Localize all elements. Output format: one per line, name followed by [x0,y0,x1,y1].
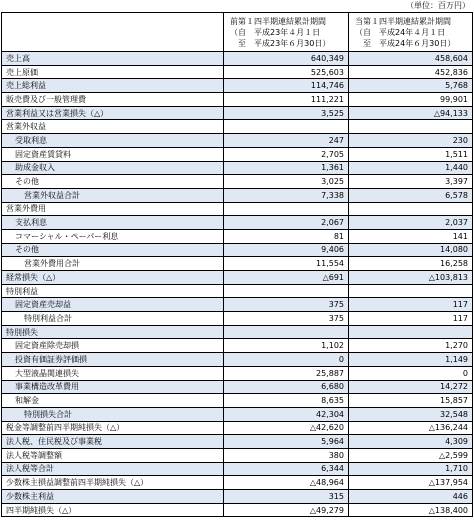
row-label: 特別利益合計 [2,312,224,326]
row-label: 法人税等調整額 [2,448,224,462]
curr-period-value: 0 [349,366,473,380]
prev-period-value: 25,887 [224,366,349,380]
row-label: 税金等調整前四半期純損失（△） [2,421,224,435]
curr-period-value: △2,599 [349,448,473,462]
prev-period-value: 1,102 [224,339,349,353]
table-row [2,325,473,339]
table-row [2,93,473,107]
row-label: 支払利息 [2,216,224,230]
curr-period-value: 1,270 [349,339,473,353]
curr-period-value: 6,578 [349,188,473,202]
prev-period-value: 3,525 [224,106,349,120]
prev-period-value [224,120,349,134]
prev-period-value: 1,361 [224,161,349,175]
curr-period-value: 141 [349,229,473,243]
table-row [2,79,473,93]
table-row [2,175,473,189]
prev-period-value: 6,344 [224,462,349,476]
prev-period-value: 2,705 [224,147,349,161]
row-label: 特別損失合計 [2,407,224,421]
row-label: 受取利息 [2,134,224,148]
row-label: 四半期純損失（△） [2,503,224,517]
curr-period-value: △137,954 [349,476,473,490]
prev-period-value: △42,620 [224,421,349,435]
prev-period-value: 6,680 [224,380,349,394]
row-label: 固定資産除売却損 [2,339,224,353]
prev-period-value: 7,338 [224,188,349,202]
prev-period-value: 3,025 [224,175,349,189]
row-label: 営業外費用 [2,202,224,216]
row-label: 少数株主利益 [2,490,224,504]
table-row [2,407,473,421]
curr-period-value: △103,813 [349,271,473,285]
curr-period-value: 117 [349,312,473,326]
prev-period-value [224,202,349,216]
curr-period-value: 1,440 [349,161,473,175]
table-row [2,298,473,312]
row-label: 助成金収入 [2,161,224,175]
row-label: 営業外収益合計 [2,188,224,202]
prev-period-value: 9,406 [224,243,349,257]
table-row [2,394,473,408]
row-label: 固定資産賃貸料 [2,147,224,161]
table-row [2,120,473,134]
table-row [2,353,473,367]
table-row [2,257,473,271]
prev-period-value: 11,554 [224,257,349,271]
prev-period-value: 525,603 [224,65,349,79]
row-label: 事業構造改革費用 [2,380,224,394]
curr-period-value: 3,397 [349,175,473,189]
unit-note: （単位：百万円） [406,1,470,10]
prev-period-value: 8,635 [224,394,349,408]
table-row [2,435,473,449]
prev-period-value: 375 [224,298,349,312]
table-row [2,476,473,490]
table-row [2,490,473,504]
row-label: 特別利益 [2,284,224,298]
prev-period-value: 380 [224,448,349,462]
curr-period-value: 99,901 [349,93,473,107]
table-row [2,202,473,216]
row-label: 固定資産売却益 [2,298,224,312]
curr-period-value: △94,133 [349,106,473,120]
row-label: 営業外収益 [2,120,224,134]
prev-period-value: △49,279 [224,503,349,517]
curr-period-value [349,202,473,216]
curr-period-value: 1,511 [349,147,473,161]
prev-period-value: 247 [224,134,349,148]
curr-period-value: 15,857 [349,394,473,408]
row-label: コマーシャル・ペーパー利息 [2,229,224,243]
prev-period-value: 0 [224,353,349,367]
curr-period-value [349,325,473,339]
row-label: 営業外費用合計 [2,257,224,271]
prev-period-value: 111,221 [224,93,349,107]
curr-period-value: 32,548 [349,407,473,421]
prev-period-value: 315 [224,490,349,504]
table-row [2,229,473,243]
prev-period-value: 5,964 [224,435,349,449]
row-label: 売上総利益 [2,79,224,93]
table-row [2,134,473,148]
table-row [2,161,473,175]
curr-period-value: 16,258 [349,257,473,271]
row-label: 和解金 [2,394,224,408]
row-label: 営業利益又は営業損失（△） [2,106,224,120]
curr-period-value: 2,037 [349,216,473,230]
table-row [2,312,473,326]
table-row [2,448,473,462]
prev-period-value: 81 [224,229,349,243]
row-label: 少数株主損益調整前四半期純損失（△） [2,476,224,490]
curr-period-value: 230 [349,134,473,148]
prev-period-value: 42,304 [224,407,349,421]
table-row [2,421,473,435]
table-row [2,366,473,380]
prev-period-value [224,325,349,339]
row-label: その他 [2,175,224,189]
curr-period-value: △136,244 [349,421,473,435]
prev-period-value [224,284,349,298]
table-row [2,243,473,257]
column-header-curr: 当第１四半期連結累計期間 （自 平成24年４月１日 至 平成24年６月30日） [349,13,473,52]
column-header-prev: 前第１四半期連結累計期間 （自 平成23年４月１日 至 平成23年６月30日） [224,13,349,52]
curr-period-value: 458,604 [349,52,473,66]
income-statement-table [1,12,473,517]
curr-period-value: △138,400 [349,503,473,517]
table-row [2,380,473,394]
table-row [2,147,473,161]
prev-period-value: 640,349 [224,52,349,66]
curr-period-value: 5,768 [349,79,473,93]
curr-period-value: 1,149 [349,353,473,367]
row-label: 売上高 [2,52,224,66]
row-label: 大型液晶関連損失 [2,366,224,380]
table-row [2,271,473,285]
row-label: 投資有価証券評価損 [2,353,224,367]
table-row [2,462,473,476]
table-row [2,106,473,120]
prev-period-value: 114,746 [224,79,349,93]
table-row [2,65,473,79]
row-label: 法人税等合計 [2,462,224,476]
prev-period-value: △48,964 [224,476,349,490]
curr-period-value [349,284,473,298]
curr-period-value: 1,710 [349,462,473,476]
curr-period-value: 4,309 [349,435,473,449]
prev-period-value: 2,067 [224,216,349,230]
curr-period-value [349,120,473,134]
row-label: 経常損失（△） [2,271,224,285]
row-label: 特別損失 [2,325,224,339]
table-row [2,52,473,66]
table-row [2,216,473,230]
row-label: その他 [2,243,224,257]
row-label: 売上原価 [2,65,224,79]
header-blank-cell [2,13,224,52]
curr-period-value: 14,272 [349,380,473,394]
curr-period-value: 452,836 [349,65,473,79]
curr-period-value: 446 [349,490,473,504]
prev-period-value: 375 [224,312,349,326]
header-row [2,13,473,52]
curr-period-value: 117 [349,298,473,312]
prev-period-value: △691 [224,271,349,285]
table-row [2,503,473,517]
table-row [2,188,473,202]
curr-period-value: 14,080 [349,243,473,257]
table-row [2,339,473,353]
row-label: 販売費及び一般管理費 [2,93,224,107]
row-label: 法人税、住民税及び事業税 [2,435,224,449]
table-row [2,284,473,298]
